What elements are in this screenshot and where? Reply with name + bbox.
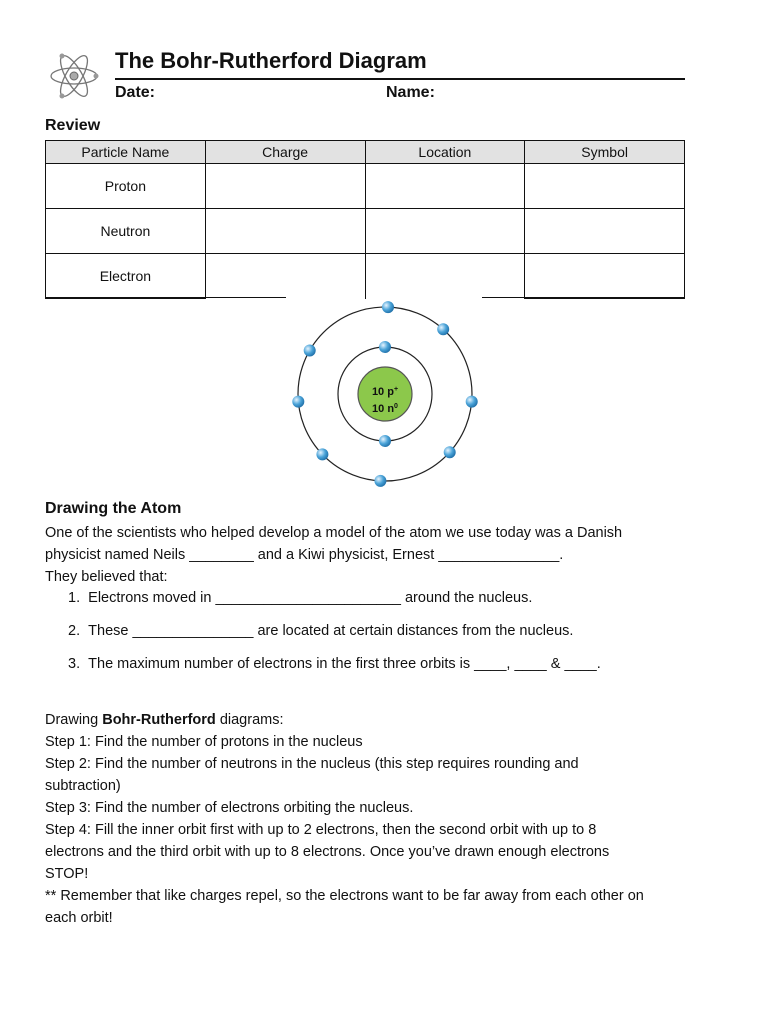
blank-cell[interactable] (365, 254, 525, 299)
list-number: 2. (68, 623, 89, 639)
protons-superscript: + (393, 386, 399, 393)
reminder-note-continued: each orbit! (45, 910, 113, 926)
step-3: Step 3: Find the number of electrons orbiting the nucleus. (45, 800, 414, 816)
date-label: Date: (115, 84, 156, 101)
intro-line: One of the scientists who helped develop a model of the atom we use today was a Danish (45, 525, 623, 541)
list-item (68, 590, 532, 606)
step-4: Step 4: Fill the inner orbit first with up to 2 electrons, then the second orbit with up to 8 (45, 822, 597, 838)
steps-intro-bold: Bohr-Rutherford (102, 712, 216, 728)
particle-name-cell: Electron (46, 254, 206, 299)
list-item (68, 623, 573, 639)
list-item-text: These _______________ are located at certain distances from the nucleus. (88, 623, 574, 639)
blank-cell[interactable] (205, 254, 365, 299)
drawing-heading: Drawing the Atom (45, 500, 182, 517)
steps-intro (45, 709, 284, 731)
list-number: 3. (68, 656, 89, 672)
page-title: The Bohr-Rutherford Diagram (115, 48, 427, 73)
electron (382, 301, 394, 313)
electron (466, 396, 478, 408)
table-row (46, 254, 685, 299)
electron (316, 448, 328, 460)
intro-line: physicist named Neils ________ and a Kiwi physicist, Ernest _______________. (45, 547, 564, 563)
neutrons-superscript: 0 (394, 403, 398, 410)
name-label: Name: (386, 84, 435, 101)
step-4-stop: STOP! (45, 866, 89, 882)
blank-cell[interactable] (525, 164, 685, 209)
review-table (45, 140, 685, 299)
step-2: Step 2: Find the number of neutrons in the nucleus (this step requires rounding and (45, 756, 579, 772)
column-header: Charge (205, 141, 365, 164)
electron (379, 341, 391, 353)
table-header-row (46, 141, 685, 164)
column-header: Particle Name (46, 141, 206, 164)
steps-intro-suffix: diagrams: (215, 712, 284, 728)
electron (292, 396, 304, 408)
electron (304, 345, 316, 357)
particle-name-cell: Proton (46, 164, 206, 209)
particle-name-cell: Neutron (46, 209, 206, 254)
electron (437, 323, 449, 335)
electron (379, 435, 391, 447)
bohr-atom-diagram (290, 297, 490, 497)
review-heading: Review (45, 117, 101, 134)
blank-cell[interactable] (365, 209, 525, 254)
table-bottom-border (482, 297, 685, 298)
list-item-text: The maximum number of electrons in the first three orbits is ____, ____ & ____. (88, 656, 601, 672)
step-2-continued: subtraction) (45, 778, 121, 794)
blank-cell[interactable] (205, 164, 365, 209)
title-underline (115, 78, 685, 80)
neutrons-value: 10 n (372, 403, 395, 415)
electron (374, 475, 386, 487)
table-row (46, 164, 685, 209)
believed-line: They believed that: (45, 569, 168, 585)
reminder-note: ** Remember that like charges repel, so the electrons want to be far away from each other on (45, 888, 644, 904)
blank-cell[interactable] (205, 209, 365, 254)
blank-cell[interactable] (525, 209, 685, 254)
step-4-continued: electrons and the third orbit with up to 8 electrons. Once you’ve drawn enough electrons (45, 844, 610, 860)
table-row (46, 209, 685, 254)
electron (444, 446, 456, 458)
list-number: 1. (68, 590, 89, 606)
steps-intro-prefix: Drawing (45, 712, 103, 728)
blank-cell[interactable] (525, 254, 685, 299)
atom-icon (48, 50, 100, 102)
table-bottom-border (45, 297, 286, 298)
step-1: Step 1: Find the number of protons in the nucleus (45, 734, 363, 750)
column-header: Location (365, 141, 525, 164)
list-item-text: Electrons moved in _______________________ around the nucleus. (88, 590, 533, 606)
blank-cell[interactable] (365, 164, 525, 209)
list-item (68, 656, 601, 672)
column-header: Symbol (525, 141, 685, 164)
protons-value: 10 p (371, 386, 394, 398)
